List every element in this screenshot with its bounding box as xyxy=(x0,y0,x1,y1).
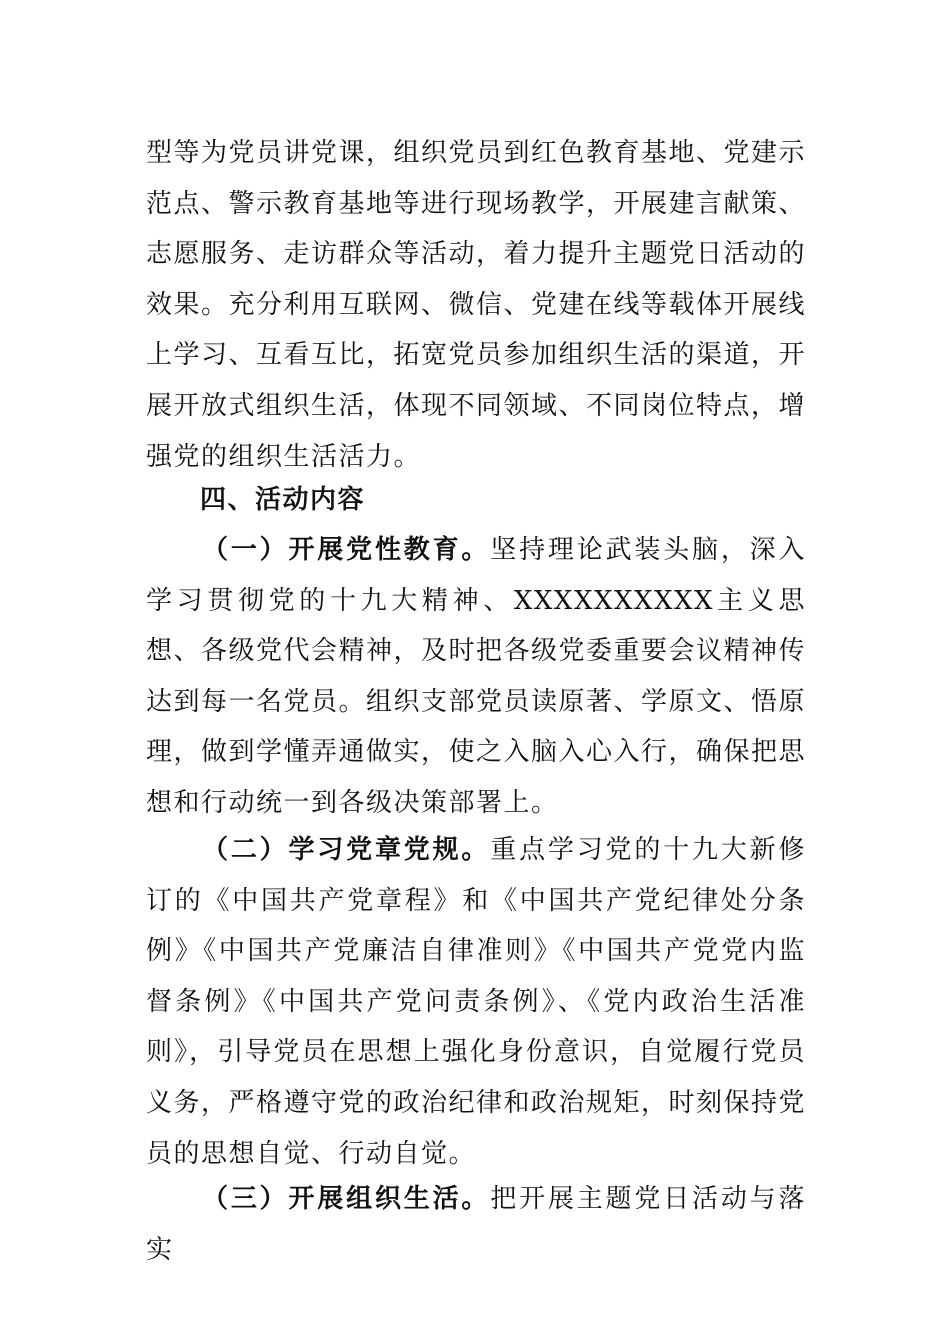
section-heading: 四、活动内容 xyxy=(200,485,366,515)
item-paragraph-3 xyxy=(146,1174,806,1275)
item-title-2: （二）学习党章党规。 xyxy=(202,835,491,865)
item-title-3: （三）开展组织生活。 xyxy=(202,1184,491,1214)
item-body-3: 把开展主题党日活动与落实 xyxy=(146,1184,806,1265)
item-title-1: （一）开展党性教育。 xyxy=(202,535,491,565)
item-paragraph-1 xyxy=(146,525,806,829)
item-body-1: 坚持理论武装头脑，深入学习贯彻党的十九大精神、XXXXXXXXXX主义思想、各级党代会精神，及时把各级党委重要会议精神传达到每一名党员。组织支部党员读原著、学原文、悟原理，做到学懂弄通做实，使之入脑入心入行，确保把思想和行动统一到各级决策部署上。 xyxy=(146,535,807,818)
item-body-2: 重点学习党的十九大新修订的《中国共产党章程》和《中国共产党纪律处分条例》《中国共产党廉洁自律准则》《中国共产党党内监督条例》《中国共产党问责条例》、《党内政治生活准则》，引导党员在思想上强化身份意识，自觉履行党员义务，严格遵守党的政治纪律和政治规矩，时刻保持党员的思想自觉、行动自觉。 xyxy=(146,835,807,1169)
item-paragraph-2 xyxy=(146,825,806,1179)
intro-paragraph: 型等为党员讲党课，组织党员到红色教育基地、党建示范点、警示教育基地等进行现场教学，开展建言献策、志愿服务、走访群众等活动，着力提升主题党日活动的效果。充分利用互联网、微信、党建在线等载体开展线上学习、互看互比，拓宽党员参加组织生活的渠道，开展开放式组织生活，体现不同领域、不同岗位特点，增强党的组织生活活力。 xyxy=(146,138,807,472)
